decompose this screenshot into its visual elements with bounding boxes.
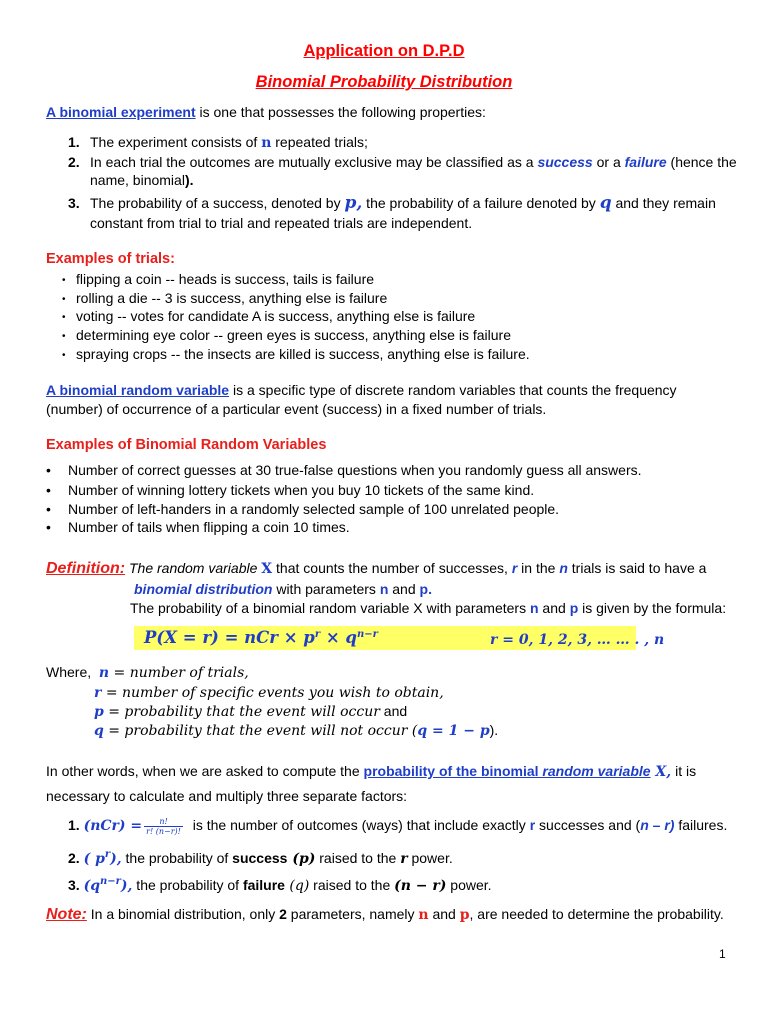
property-item-2-cont: name, binomial). (90, 172, 194, 188)
rv-example-item: • Number of winning lottery tickets when you buy 10 tickets of the same kind. (46, 482, 535, 498)
rv-example-item: • Number of tails when flipping a coin 10 times. (46, 519, 350, 535)
term-binomial-random-variable: A binomial random variable (46, 382, 230, 398)
trials-heading: Examples of trials: (46, 251, 175, 267)
property-item-2: 2. In each trial the outcomes are mutually exclusive may be classified as a success or a failure (hence the (68, 154, 737, 170)
note-label: Note: (46, 906, 87, 923)
definition-line-1: Definition: The random variable X that counts the number of successes, r in the n trials is said to have a (46, 560, 707, 577)
page-number: 1 (719, 947, 726, 961)
property-item-3: 3. The probability of a success, denoted by p, the probability of a failure denoted by q and they remain (68, 193, 716, 213)
other-words-line-2: necessary to calculate and multiply three separate factors: (46, 788, 408, 804)
definition-label: Definition: (46, 560, 126, 577)
factor-item-3: 3. $(q^{n-r})$, the probability of failure (q) raised to the (n − r) power. (68, 876, 492, 894)
where-line-3: p = probability that the event will occur and (94, 703, 408, 720)
rv-example-item: • Number of correct guesses at 30 true-false questions when you randomly guess all answers. (46, 462, 642, 478)
link-probability-binomial: probability of the binomial (363, 763, 543, 779)
intro-paragraph: A binomial experiment is one that possesses the following properties: (46, 104, 486, 120)
factor-item-1: 1. (nCr) = $\frac{n!}{r! (n-r)!}$ is the number of outcomes (ways) that include exactly r successes and (n – r) failures. (68, 816, 728, 836)
random-variable-paragraph: A binomial random variable is a specific type of discrete random variables that counts the frequency (46, 382, 677, 398)
definition-line-2: binomial distribution with parameters n and p. (134, 581, 432, 597)
where-line-2: r = number of specific events you wish to obtain, (94, 685, 444, 701)
where-line-4: q = probability that the event will not occur (q = 1 − p). (94, 722, 499, 739)
page-title: Application on D.P.D (303, 42, 465, 60)
trial-item: • voting -- votes for candidate A is success, anything else is failure (62, 308, 476, 324)
property-item-1: 1. The experiment consists of n repeated trials; (68, 134, 368, 151)
binomial-formula: P(X = r) = nCr × $p^r \times q^{n-r}$ (144, 628, 378, 647)
formula-range: r = 0, 1, 2, 3, … … . , n (490, 632, 665, 648)
term-binomial-experiment: A binomial experiment (46, 104, 196, 120)
definition-line-3: The probability of a binomial random variable X with parameters n and p is given by the formula: (130, 600, 727, 616)
trial-item: • flipping a coin -- heads is success, tails is failure (62, 271, 375, 287)
rv-examples-heading: Examples of Binomial Random Variables (46, 437, 327, 453)
factorial-fraction: $\frac{n!}{r! (n-r)!}$ (146, 816, 181, 836)
note-line: Note: In a binomial distribution, only 2 parameters, namely n and p, are needed to determine the probability. (46, 906, 724, 923)
factor-item-2: 2. ( $p^r$), the probability of success (p) raised to the r power. (68, 849, 453, 867)
rv-example-item: • Number of left-handers in a randomly selected sample of 100 unrelated people. (46, 501, 560, 517)
random-variable-paragraph-cont: (number) of occurrence of a particular event (success) in a fixed number of trials. (46, 401, 547, 417)
where-line-1: Where, n = number of trials, (46, 664, 249, 681)
other-words-line-1: In other words, when we are asked to compute the probability of the binomial random variable X, it is (46, 763, 697, 780)
trial-item: • spraying crops -- the insects are killed is success, anything else is failure. (62, 346, 530, 362)
page-subtitle: Binomial Probability Distribution (255, 73, 513, 91)
property-item-3-cont: constant from trial to trial and repeated trials are independent. (90, 215, 473, 231)
trial-item: • determining eye color -- green eyes is success, anything else is failure (62, 327, 511, 343)
trial-item: • rolling a die -- 3 is success, anything else is failure (62, 290, 388, 306)
